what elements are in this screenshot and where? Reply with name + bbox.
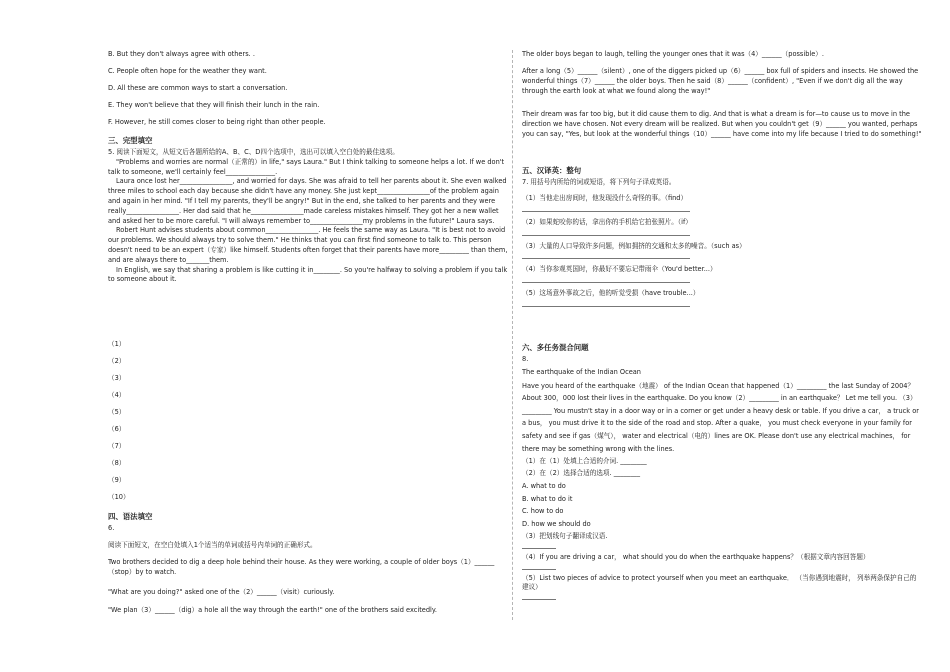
q8-question-5: （5）List two pieces of advice to protect yourself when you meet an earthquake． （当你遇到地震时， 列举两条保护自己的建议） xyxy=(522,573,917,592)
answer-3: （3） xyxy=(108,374,126,382)
q6-instruction: 阅读下面短文，在空白处填入1个适当的单词或括号内单词的正确形式。 xyxy=(108,541,317,549)
q5-paragraph-1: "Problems and worries are normal（正常的）in life," says Laura." But I think talking to someone helps a lot. If we don't talk to someone, we'll certainly feel_______________. xyxy=(108,157,505,176)
q8-block xyxy=(522,355,922,604)
q7-item-5: （5）这场意外事故之后，他的听觉受损（have trouble...） xyxy=(522,289,700,298)
answer-1: （1） xyxy=(108,340,126,348)
q8-option-c: C. how to do xyxy=(522,507,564,516)
option-c: C. People often hope for the weather they want. xyxy=(108,67,267,75)
q7-items xyxy=(522,194,922,311)
q8-question-3: （3）把划线句子翻译成汉语. xyxy=(522,531,608,540)
q8-number: 8. xyxy=(522,355,529,363)
answer-9: （9） xyxy=(108,476,126,484)
q8-passage: Have you heard of the earthquake（地震） of the Indian Ocean that happened（1）_________ the last Sunday of 2004？ About 300，000 lost their lives in the earthquake. Do you know（2）_________ in an earthquake？ Let me tell you. （3）_________ You mustn't stay in a door way or in a corner or get under a heavy desk or table. If you drive a car， a truck or a bus， you must drive it to the side of the road and stop. After a quake， you must check everyone in your family for safety and see if gas（煤气）， water and electrical（电的）lines are OK. Please don't use any electrical machines， for there may be something wrong with the lines. xyxy=(522,381,919,453)
answer-8: （8） xyxy=(108,459,126,467)
answer-7: （7） xyxy=(108,442,126,450)
answer-5: （5） xyxy=(108,408,126,416)
q6-paragraph-5: After a long（5）______（silent）, one of the diggers picked up（6）______ box full of spiders and insects. He showed the wonderful things（7）______ the older boys. Then he said（8）______（confident）, "Even if we don't dig all the way through the earth look at what we found along the way!" xyxy=(522,67,919,95)
q8-answer-line-4[interactable] xyxy=(522,563,556,570)
q5-paragraph-4: In English, we say that sharing a problem is like cutting it in________. So you're halfway to solving a problem if you talk to someone about it. xyxy=(108,265,508,284)
q7-answer-line-1[interactable] xyxy=(522,204,690,212)
q7-answer-line-4[interactable] xyxy=(522,275,690,283)
section-4-title: 四、语法填空 xyxy=(108,512,153,521)
section-6-title: 六、多任务混合问题 xyxy=(522,343,589,352)
section-5-title: 五、汉译英：整句 xyxy=(522,166,582,175)
q6-paragraph-6: Their dream was far too big, but it did cause them to dig. And that is what a dream is for—to cause us to move in the direction we have chosen. Not every dream will be realized. But when you couldn't get（9）______ you wanted, perhaps you can say, "Yes, but look at the wonderful things（10）______ have come into my life because I tried to do something!" xyxy=(522,110,922,138)
q8-question-2: （2）在（2）选择合适的选项. ________ xyxy=(522,468,641,477)
q8-option-b: B. what to do it xyxy=(522,494,573,503)
q5-instruction: 5. 阅读下面短文，从短文后各题所给的A、B、C、D四个选项中，选出可以填入空白处的最佳选项。 xyxy=(108,148,399,156)
q7-answer-line-3[interactable] xyxy=(522,251,690,259)
answer-2: （2） xyxy=(108,357,126,365)
q5-paragraph-3: Robert Hunt advises students about common________________. He feels the same way as Laura. "It is best not to avoid our problems. We should always try to solve them." He thinks that you can first find someone to talk to. This person doesn't need to be an expert（专家）like himself. Students often forget that their parents have more_________ than them, and are always there to_______them. xyxy=(108,226,508,264)
q8-option-d: D. how we should do xyxy=(522,520,591,529)
q7-item-3: （3）大量的人口导致许多问题，例如拥挤的交通和太多的噪音。（such as） xyxy=(522,241,746,250)
column-divider xyxy=(512,50,513,620)
q8-answer-line-3[interactable] xyxy=(522,542,556,549)
option-f: F. However, he still comes closer to being right than other people. xyxy=(108,118,326,126)
q8-answer-line-5[interactable] xyxy=(522,593,556,600)
q7-answer-line-5[interactable] xyxy=(522,299,690,307)
q6-number: 6. xyxy=(108,524,115,532)
q6-line-2: "What are you doing?" asked one of the（2）______（visit）curiously. xyxy=(108,588,335,596)
q6-line-4: The older boys began to laugh, telling the younger ones that it was（4）______（possible）. xyxy=(522,50,824,58)
q8-title: The earthquake of the Indian Ocean xyxy=(522,367,641,376)
q6-line-3: "We plan（3）______（dig）a hole all the way through the earth!" one of the brothers said excitedly. xyxy=(108,606,437,614)
q7-item-2: （2）如果蛇咬你的话，拿出你的手机给它拍张照片。（if） xyxy=(522,217,692,226)
answer-4: （4） xyxy=(108,391,126,399)
q5-paragraph-2: Laura once lost her________________, and worried for days. She was afraid to tell her parents about it. She even walked three miles to school each day because she didn't have any money. She just kept________________of the problem again and again in her mind. "If I tell my parents, they'll be angry!" But in the end, she talked to her parents and they were really________________. Her dad said that he________________made careless mistakes himself. They got her a new wallet and asked her to be more careful. "I will always remember to________________my problems in the future!" Laura says. xyxy=(108,177,507,225)
option-d: D. All these are common ways to start a conversation. xyxy=(108,84,288,92)
q7-instruction: 7. 用括号内所给的词或短语，将下列句子译成英语。 xyxy=(522,178,676,186)
q7-answer-line-2[interactable] xyxy=(522,228,690,236)
answer-6: （6） xyxy=(108,425,126,433)
q8-question-4: （4）If you are driving a car， what should you do when the earthquake happens？（根据文章内容回答题） xyxy=(522,552,870,561)
q6-line-1: Two brothers decided to dig a deep hole behind their house. As they were working, a couple of older boys（1）______（stop）by to watch. xyxy=(108,558,495,576)
option-b: B. But they don't always agree with others. . xyxy=(108,50,255,58)
option-e: E. They won't believe that they will finish their lunch in the rain. xyxy=(108,101,320,109)
q8-option-a: A. what to do xyxy=(522,481,566,490)
q8-question-1: （1）在（1）处填上合适的介词. ________ xyxy=(522,457,647,466)
section-3-title: 三、完型填空 xyxy=(108,136,153,145)
answer-10: （10） xyxy=(108,493,130,501)
q5-block xyxy=(108,148,508,285)
q7-item-4: （4）当你参观英国时，你最好不要忘记带雨伞（You'd better...） xyxy=(522,265,717,274)
q7-item-1: （1）当他走出房间时，他发现没什么奇怪的事。（find） xyxy=(522,194,688,202)
